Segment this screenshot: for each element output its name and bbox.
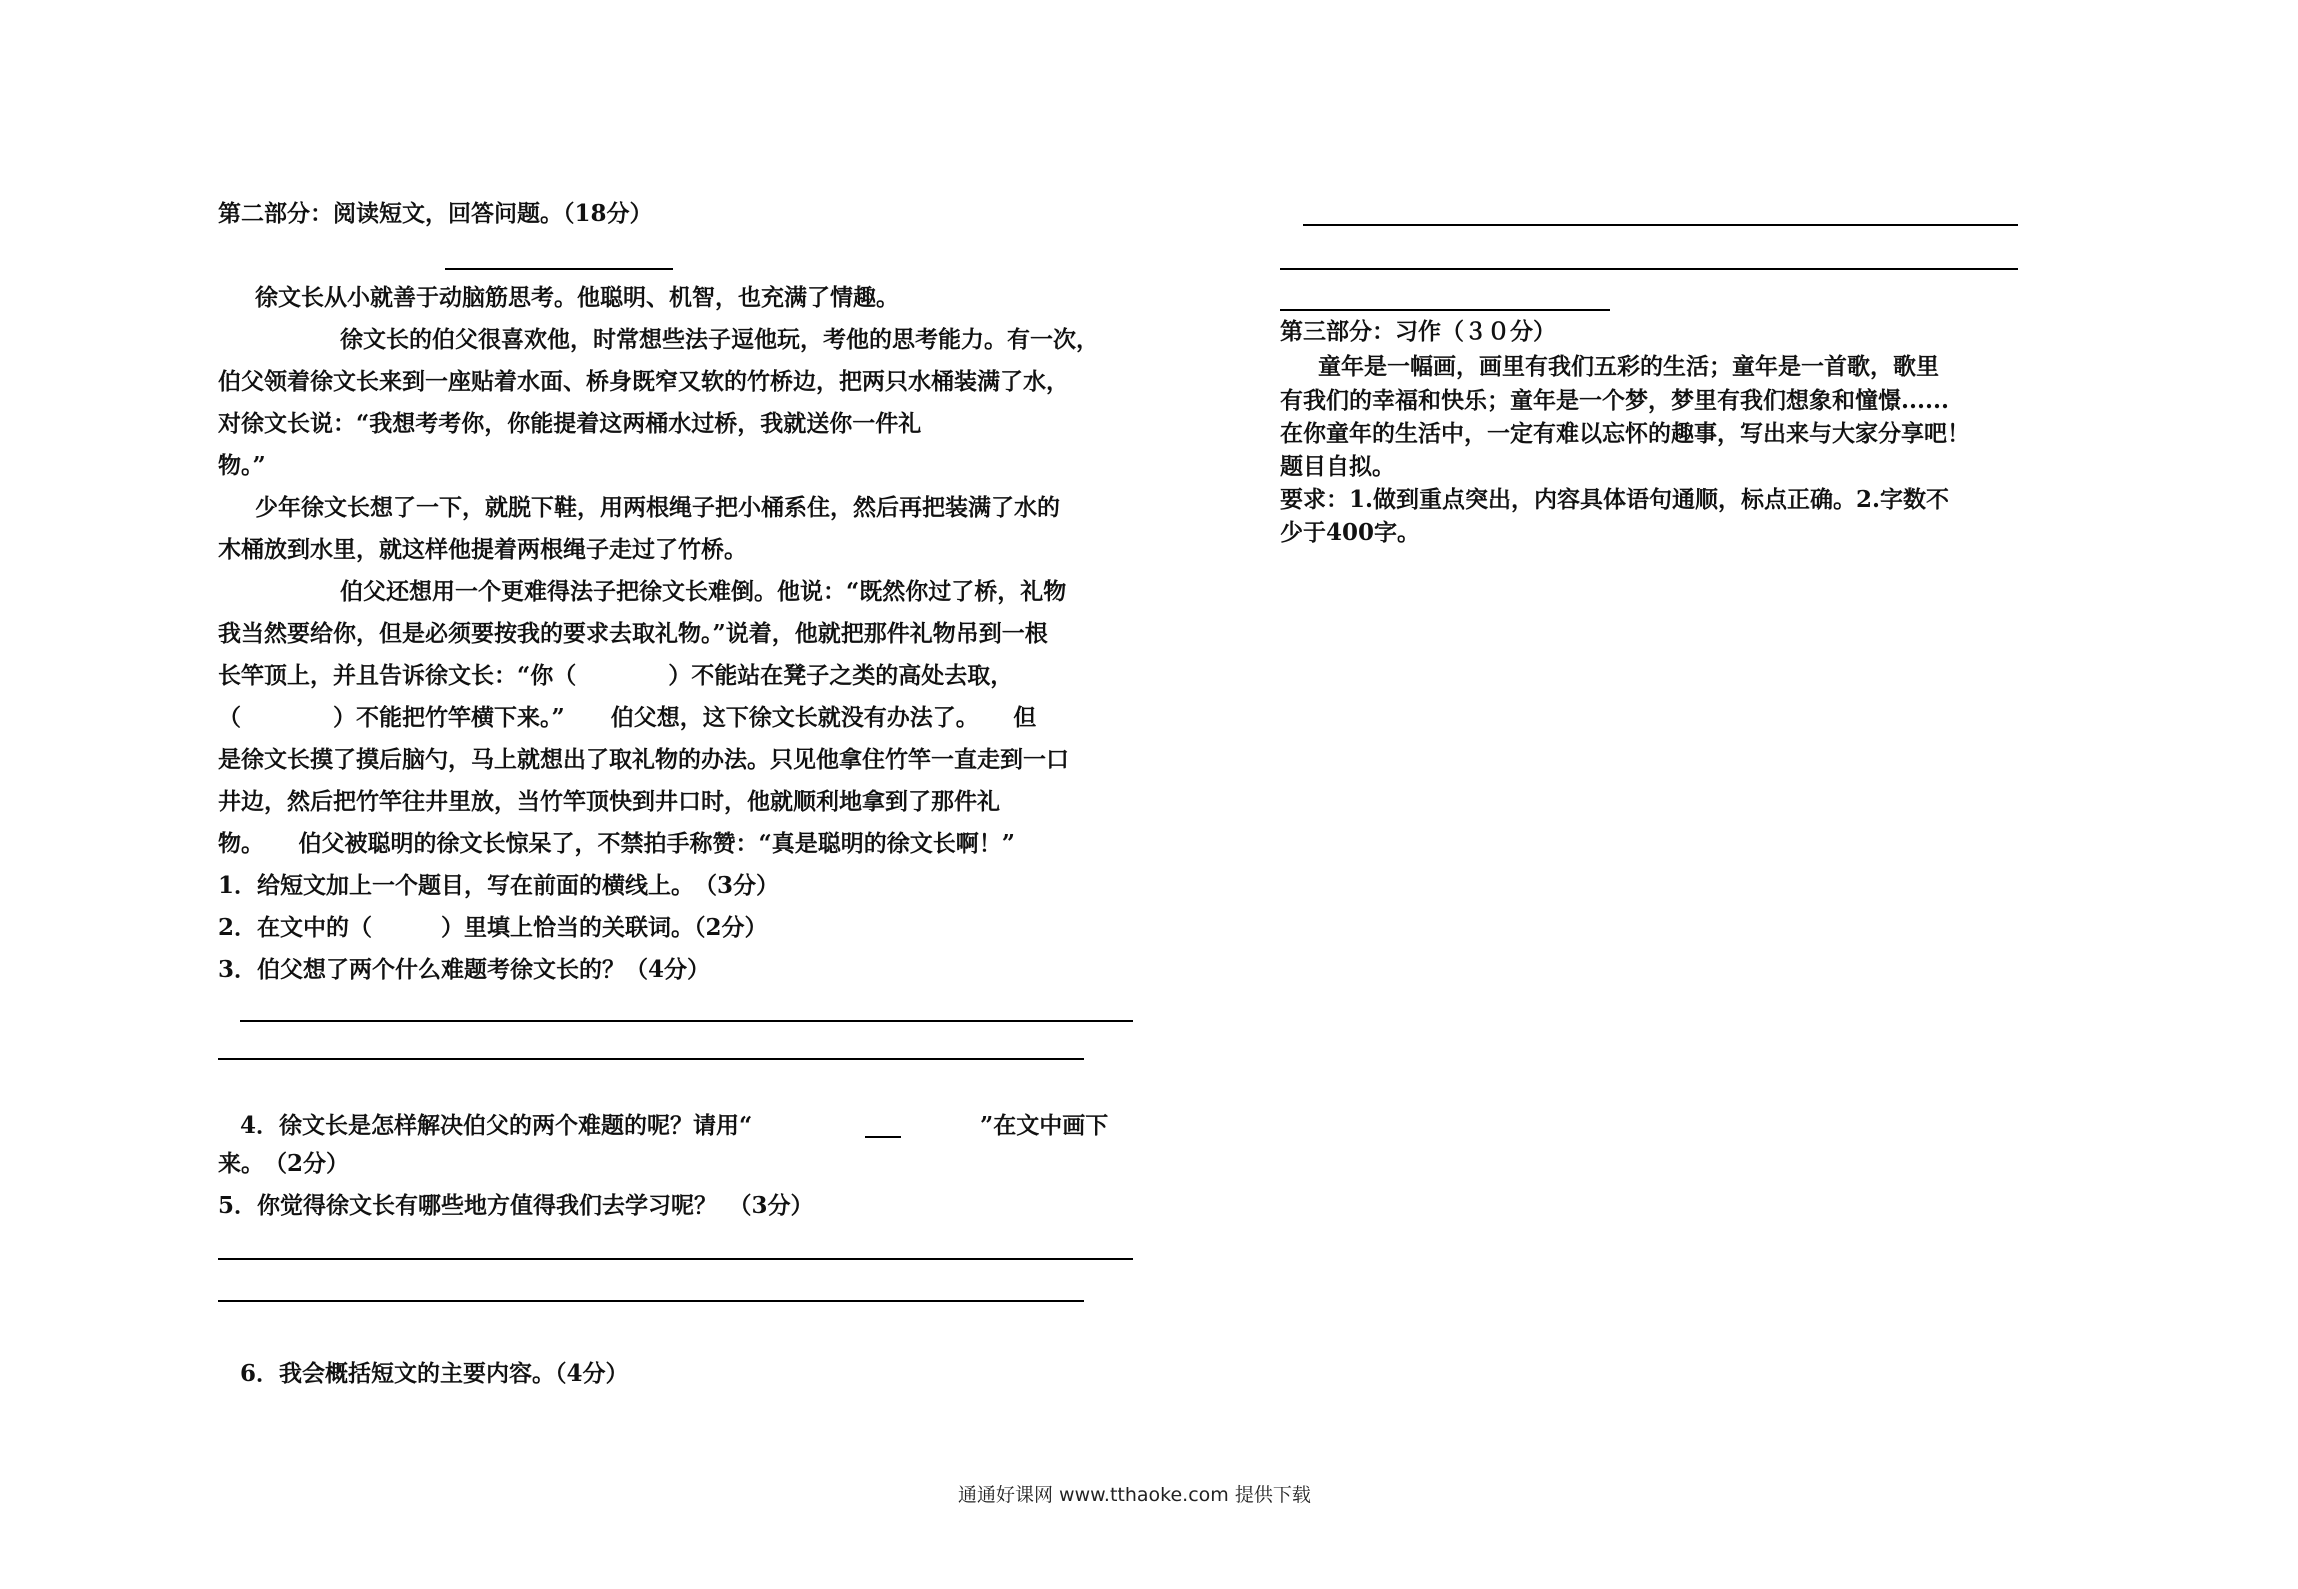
q5-answer-line-1 bbox=[218, 1258, 1133, 1260]
question-2: 2．在文中的（ ）里填上恰当的关联词。（2分） bbox=[218, 914, 768, 941]
passage-line: 徐文长的伯父很喜欢他，时常想些法子逗他玩，考他的思考能力。有一次， bbox=[340, 326, 1099, 353]
question-4-end: 来。 （2分） bbox=[218, 1150, 350, 1177]
passage-line: 物。” bbox=[218, 452, 266, 479]
passage-line: 对徐文长说：“我想考考你，你能提着这两桶水过桥，我就送你一件礼 bbox=[218, 410, 922, 437]
q5-answer-line-2 bbox=[218, 1300, 1084, 1302]
prompt-line: 题目自拟。 bbox=[1280, 453, 1395, 480]
prompt-line: 童年是一幅画，画里有我们五彩的生活；童年是一首歌，歌里 bbox=[1318, 353, 1939, 380]
prompt-line: 少于400字。 bbox=[1280, 519, 1421, 546]
q3-answer-line-1 bbox=[240, 1020, 1133, 1022]
passage-line: 井边，然后把竹竿往井里放，当竹竿顶快到井口时，他就顺利地拿到了那件礼 bbox=[218, 788, 1000, 815]
right-answer-line-1 bbox=[1303, 224, 2018, 226]
passage-line: 徐文长从小就善于动脑筋思考。他聪明、机智，也充满了情趣。 bbox=[255, 284, 899, 311]
prompt-line: 要求：1.做到重点突出，内容具体语句通顺，标点正确。2.字数不 bbox=[1280, 486, 1950, 513]
question-5: 5．你觉得徐文长有哪些地方值得我们去学习呢？ （3分） bbox=[218, 1192, 814, 1219]
passage-line: 物。 伯父被聪明的徐文长惊呆了，不禁拍手称赞：“真是聪明的徐文长啊！” bbox=[218, 830, 1015, 857]
section-heading-reading: 第二部分：阅读短文，回答问题。（18分） bbox=[218, 200, 653, 227]
question-4-cont: ”在文中画下 bbox=[980, 1112, 1109, 1139]
passage-line: 少年徐文长想了一下，就脱下鞋，用两根绳子把小桶系住，然后再把装满了水的 bbox=[255, 494, 1060, 521]
question-6: 6．我会概括短文的主要内容。（4分） bbox=[240, 1360, 629, 1387]
question-4: 4．徐文长是怎样解决伯父的两个难题的呢？请用“ bbox=[240, 1112, 753, 1139]
prompt-line: 有我们的幸福和快乐；童年是一个梦，梦里有我们想象和憧憬...... bbox=[1280, 387, 1950, 414]
passage-line: （ ）不能把竹竿横下来。” 伯父想，这下徐文长就没有办法了。 但 bbox=[218, 704, 1037, 731]
footer-credit: 通通好课网 www.tthaoke.com 提供下载 bbox=[958, 1484, 1311, 1506]
passage-line: 是徐文长摸了摸后脑勺，马上就想出了取礼物的办法。只见他拿住竹竿一直走到一口 bbox=[218, 746, 1069, 773]
passage-line: 伯父领着徐文长来到一座贴着水面、桥身既窄又软的竹桥边，把两只水桶装满了水， bbox=[218, 368, 1069, 395]
question-3: 3．伯父想了两个什么难题考徐文长的？（4分） bbox=[218, 956, 711, 983]
title-answer-line bbox=[445, 268, 673, 270]
q4-underline-sample bbox=[865, 1136, 901, 1138]
passage-line: 木桶放到水里，就这样他提着两根绳子走过了竹桥。 bbox=[218, 536, 747, 563]
q3-answer-line-2 bbox=[218, 1058, 1084, 1060]
section-heading-writing: 第三部分：习作（３０分） bbox=[1280, 318, 1556, 345]
passage-line: 长竿顶上，并且告诉徐文长：“你（ ）不能站在凳子之类的高处去取， bbox=[218, 662, 1014, 689]
right-answer-line-2 bbox=[1280, 268, 2018, 270]
prompt-line: 在你童年的生活中，一定有难以忘怀的趣事，写出来与大家分享吧！ bbox=[1280, 420, 1970, 447]
passage-line: 伯父还想用一个更难得法子把徐文长难倒。他说：“既然你过了桥，礼物 bbox=[340, 578, 1067, 605]
question-1: 1．给短文加上一个题目，写在前面的横线上。 （3分） bbox=[218, 872, 780, 899]
right-answer-line-3 bbox=[1280, 309, 1610, 311]
passage-line: 我当然要给你，但是必须要按我的要求去取礼物。”说着，他就把那件礼物吊到一根 bbox=[218, 620, 1048, 647]
